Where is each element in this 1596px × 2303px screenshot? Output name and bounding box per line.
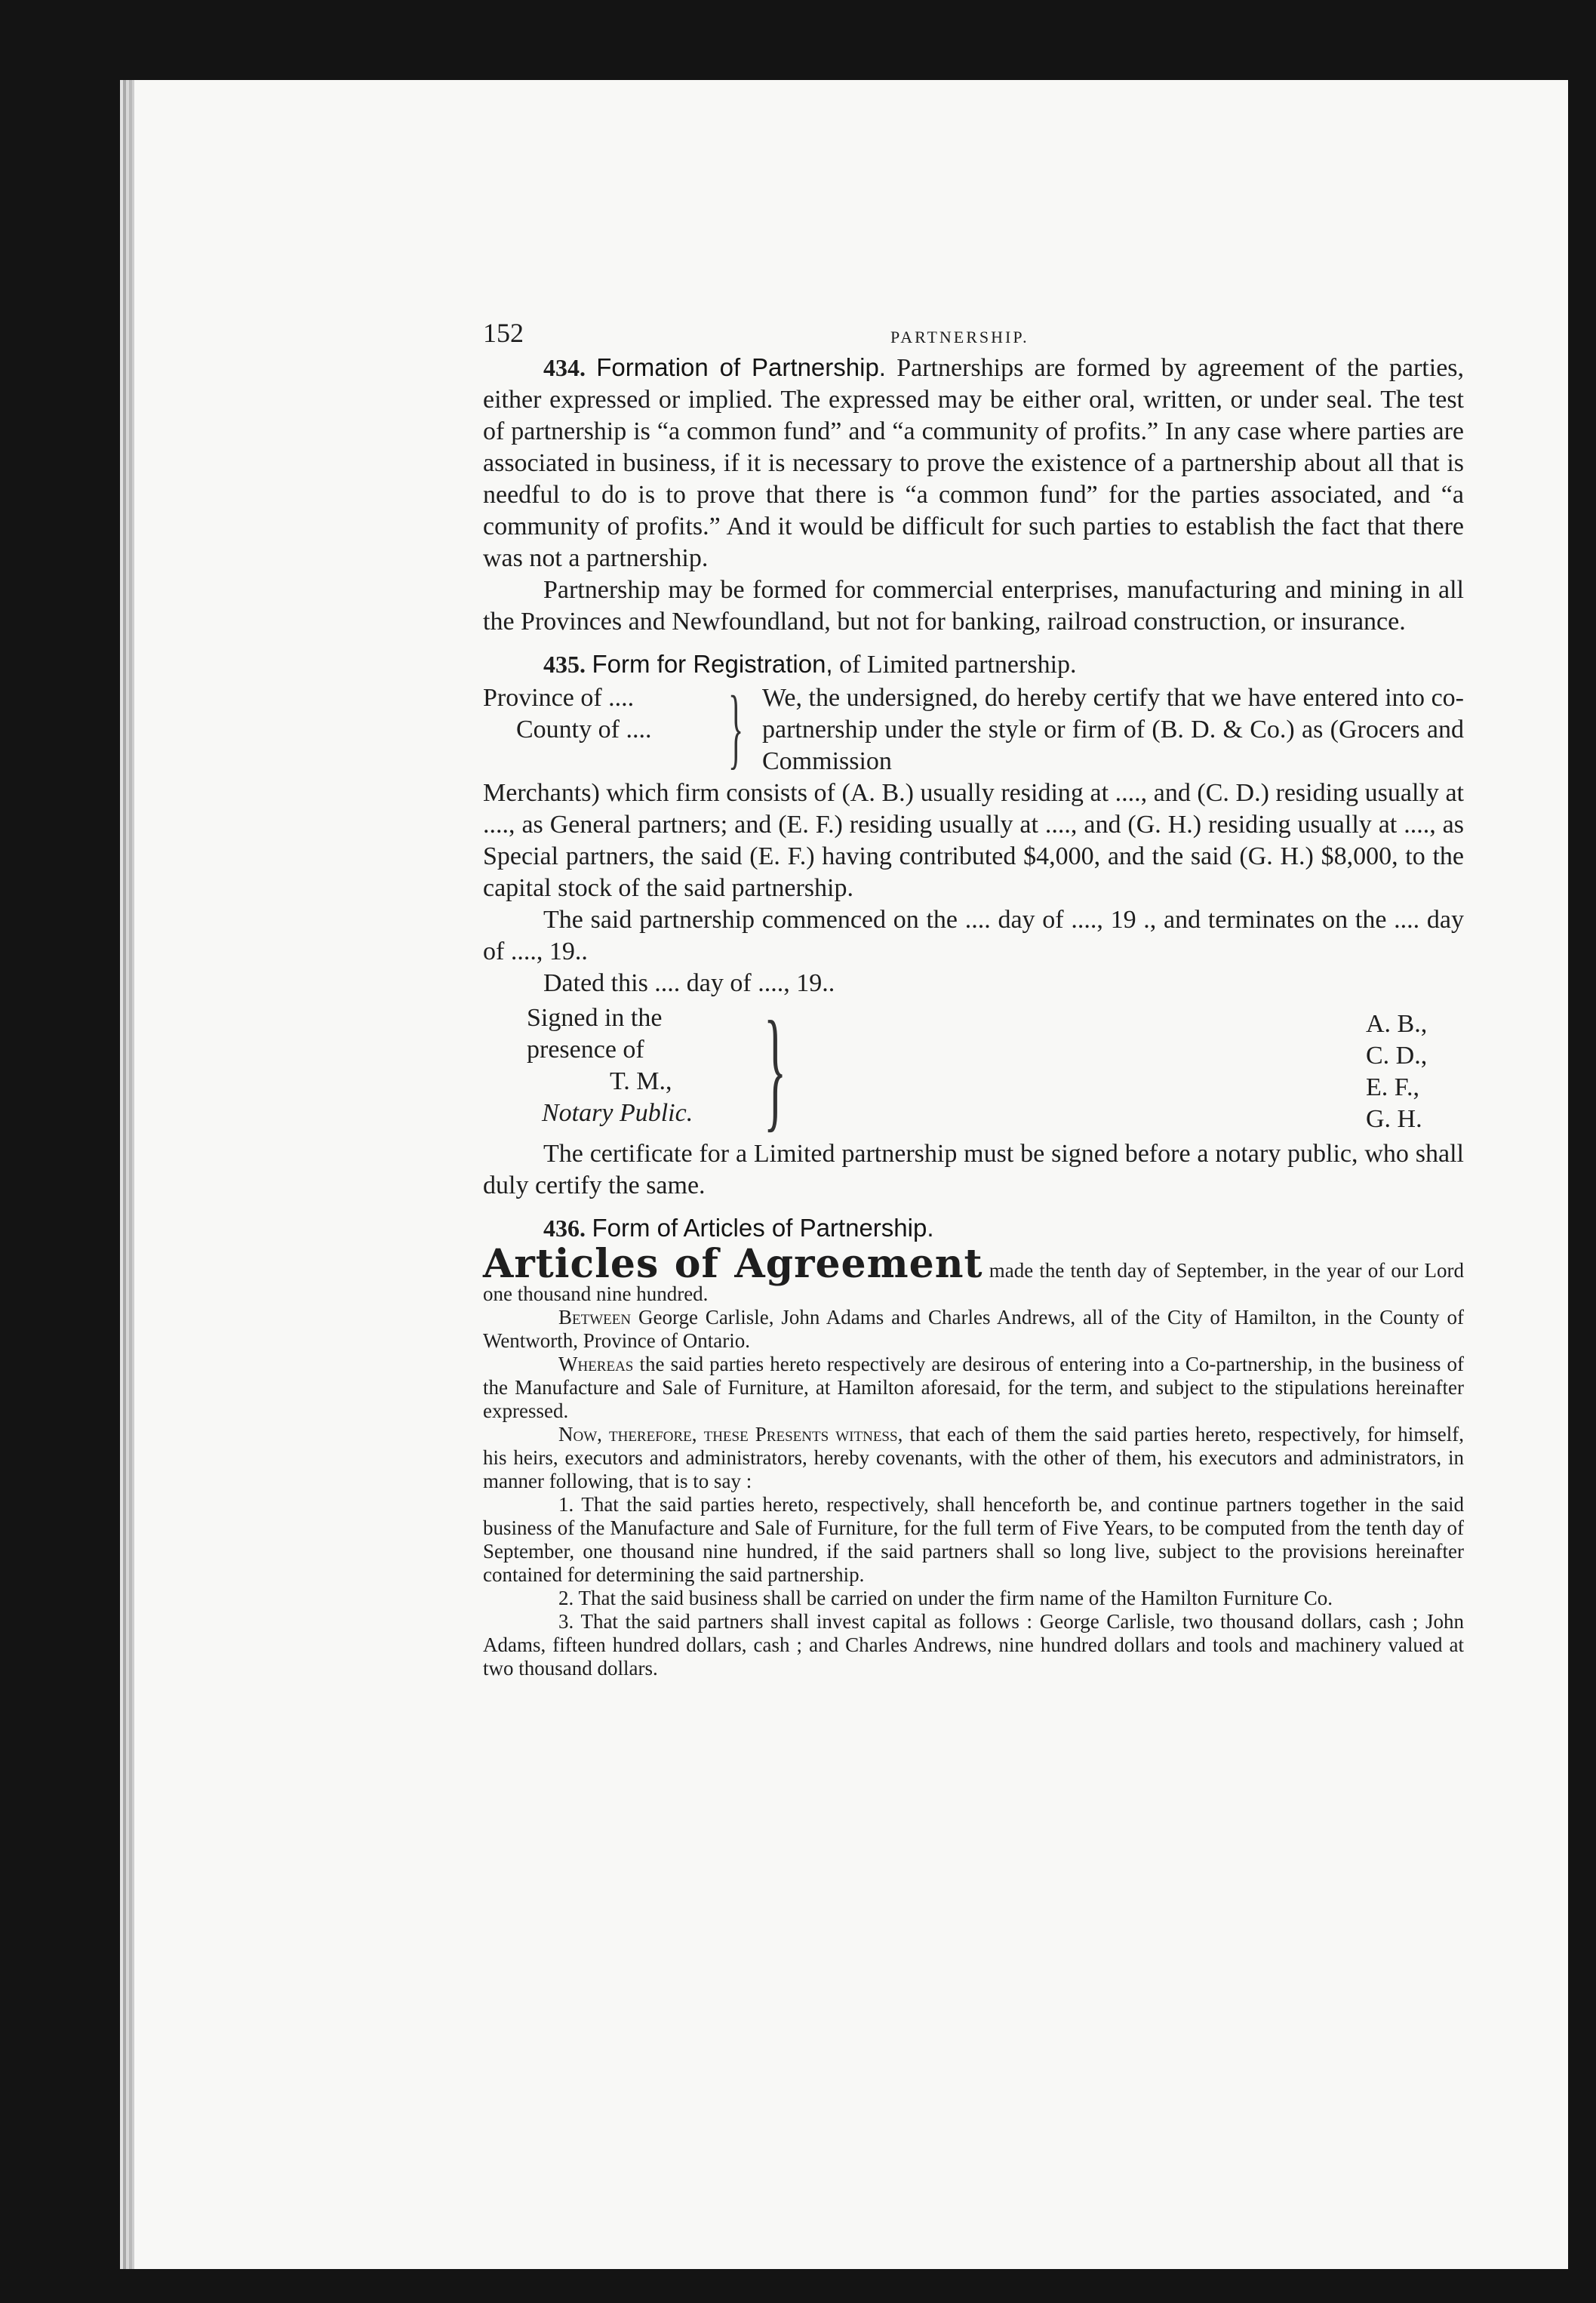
certificate-note: The certificate for a Limited partnership must be signed before a notary public, who shall duly certify the same. [483, 1140, 1464, 1199]
clause-1: 1. That the said parties hereto, respectively, shall henceforth be, and continue partners together in the said business of the Manufacture and Sale of Furniture, for the full term of Five Years, to be computed from the tenth day of September, one thousand nine hundred, if the said partners shall so long live, subject to the provisions hereinafter contained for determining the said partnership. [483, 1493, 1464, 1586]
whereas-para [483, 1353, 1464, 1423]
section-435-heading-rest: of Limited partnership. [839, 651, 1077, 679]
dated-line: Dated this .... day of ...., 19.. [543, 969, 835, 997]
province-line: Province of .... [483, 684, 635, 712]
registration-text: We, the undersigned, do hereby certify that we have entered into co-partnership under the style or firm of (B. D. & Co.) as (Grocers and Commission [762, 684, 1464, 775]
now-lead: Now, therefore, these Presents witness, [558, 1423, 903, 1446]
running-header [483, 314, 1464, 352]
section-435-number: 435. [543, 651, 586, 678]
witness-lines [527, 1002, 693, 1129]
county-line: County of .... [516, 716, 652, 744]
section-436-heading: Form of Articles of Partnership. [592, 1214, 934, 1242]
brace: } [764, 993, 787, 1144]
text-block [483, 314, 1464, 1680]
section-436-heading-line [483, 1212, 1464, 1245]
section-435-heading-line [483, 648, 1464, 681]
signed-line-1: Signed in the [527, 1004, 663, 1032]
signatory-names [1366, 1008, 1449, 1135]
between-para [483, 1306, 1464, 1353]
signatory: E. F., [1366, 1073, 1419, 1101]
section-436-number: 436. [543, 1215, 586, 1242]
section-434-para-1 [483, 352, 1464, 574]
signed-line-2: presence of [527, 1036, 644, 1064]
registration-form [483, 677, 1464, 777]
signed-line-4: Notary Public. [542, 1099, 693, 1127]
whereas-lead: Whereas [558, 1353, 634, 1375]
running-title: PARTNERSHIP. [890, 328, 1029, 346]
section-434-number: 434. [543, 354, 586, 381]
jurisdiction-lines [483, 682, 732, 746]
clause-3: 3. That the said partners shall invest capital as follows : George Carlisle, two thousand dollars, cash ; John Adams, fifteen hundred dollars, cash ; and Charles Andrews, nine hundred dollars and tools and machinery valued at two thousand dollars. [483, 1610, 1464, 1680]
articles-title-rest: made the tenth day of September, in the year of our Lord one thousand nine hundred. [483, 1259, 1464, 1305]
signatory: G. H. [1366, 1105, 1422, 1133]
section-434-heading: Formation of Partnership. [596, 353, 886, 381]
page-number: 152 [483, 318, 524, 348]
signature-block [483, 993, 1464, 1144]
now-text: that each of them the said parties hereto, respectively, for himself, his heirs, executors and administrators, hereby covenants, with the other of them, his executors and administrators, in manner following, that is to say : [483, 1423, 1465, 1492]
articles-title: Articles of Agreement [483, 1241, 983, 1287]
registration-text-cont: Merchants) which firm consists of (A. B.) usually residing at ...., and (C. D.) residing usually at ...., as General partners; and (E. F.) residing usually at ...., and (G. H.) residing usually at ...., as Special partners, the said (E. F.) having contributed $4,000, and the said (G. H.) $8,000, to the capital stock of the said partnership. [483, 779, 1464, 902]
section-435-heading: Form for Registration, [592, 650, 833, 678]
between-text: George Carlisle, John Adams and Charles Andrews, all of the City of Hamilton, in the County of Wentworth, Province of Ontario. [483, 1306, 1464, 1352]
section-434-text-1: Partnerships are formed by agreement of the parties, either expressed or implied. The expressed may be either oral, written, or under seal. The test of partnership is “a common fund” and “a community of profits.” In any case where parties are associated in business, if it is necessary to prove the existence of a partnership about all that is needful to do is to prove that there is “a common fund” for the parties associated, and “a community of profits.” And it would be difficult for such parties to establish the fact that there was not a partnership. [483, 354, 1465, 572]
articles-title-para [483, 1241, 1464, 1306]
between-lead: Between [558, 1306, 632, 1329]
now-para [483, 1423, 1464, 1493]
section-434-para-2: Partnership may be formed for commercial enterprises, manufacturing and mining in all the Provinces and Newfoundland, but not for banking, railroad construction, or insurance. [483, 576, 1464, 636]
commenced-line: The said partnership commenced on the .... day of ...., 19 ., and terminates on the .... day of ...., 19.. [483, 906, 1464, 965]
signatory: A. B., [1366, 1010, 1428, 1038]
signatory: C. D., [1366, 1042, 1428, 1070]
brace: } [728, 677, 744, 777]
signed-line-3: T. M., [610, 1067, 672, 1095]
whereas-text: the said parties hereto respectively are desirous of entering into a Co-partnership, in the business of the Manufacture and Sale of Furniture, at Hamilton aforesaid, for the term, and subject to the stipulations hereinafter expressed. [483, 1353, 1464, 1422]
clause-2: 2. That the said business shall be carried on under the firm name of the Hamilton Furniture Co. [558, 1587, 1333, 1609]
